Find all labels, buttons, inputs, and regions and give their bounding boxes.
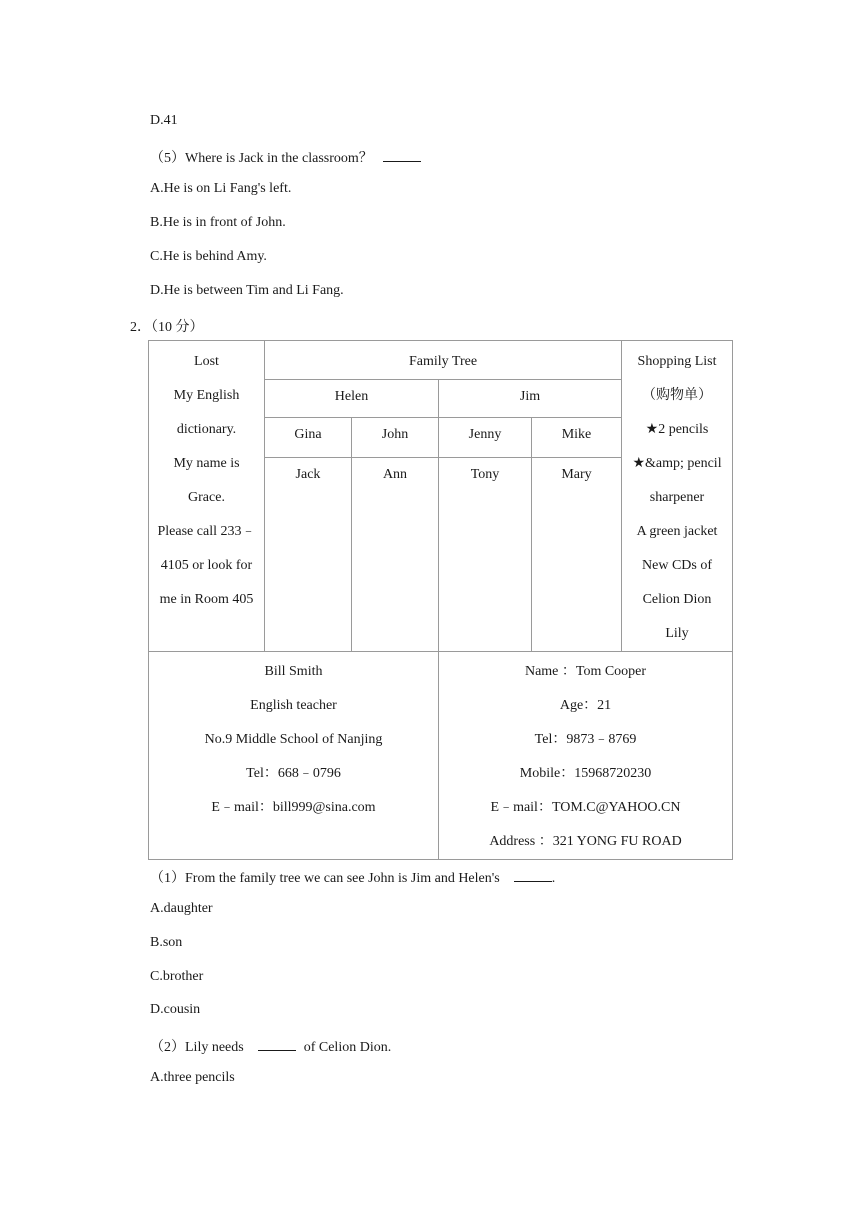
q5-option-b: B.He is in front of John. (150, 215, 286, 230)
card-line: E﹣mail：TOM.C@YAHOO.CN (490, 800, 681, 815)
q5-option-a: A.He is on Li Fang's left. (150, 181, 292, 196)
lost-line: Please call 233﹣ (157, 524, 256, 539)
child-john: John (352, 418, 439, 457)
lost-line: dictionary. (176, 422, 237, 437)
sub1-option-b: B.son (150, 935, 183, 950)
sub1-option-c: C.brother (150, 969, 204, 984)
shopping-line: sharpener (649, 490, 705, 505)
card-line: Age：21 (559, 698, 612, 713)
q2-header: 2．（10 分） (130, 320, 204, 335)
grandchild-mary: Mary (532, 457, 622, 651)
shopping-line: ★&amp; pencil (632, 456, 722, 471)
shopping-line: （购物单） (642, 388, 713, 403)
option-d-prev: D.41 (150, 113, 178, 128)
card-line: English teacher (250, 698, 337, 713)
family-tree-title: Family Tree (265, 341, 622, 380)
card-line: No.9 Middle School of Nanjing (204, 732, 383, 747)
business-card-bill (149, 652, 439, 860)
sub2-stem-post: of Celion Dion. (303, 1040, 392, 1055)
sub2-stem (150, 1036, 391, 1056)
q5-stem (150, 147, 421, 167)
sub1-option-d: D.cousin (150, 1002, 201, 1017)
sub2-option-a: A.three pencils (150, 1070, 235, 1085)
sub2-stem-pre: （2）Lily needs (150, 1040, 244, 1055)
card-line: Name ：Tom Cooper (524, 664, 647, 679)
card-line: Tel：668﹣0796 (246, 766, 341, 781)
card-line: Mobile：15968720230 (519, 766, 652, 781)
card-line: Tel：9873﹣8769 (534, 732, 637, 747)
info-table (148, 340, 733, 860)
lost-line: My English (173, 388, 240, 403)
answer-blank[interactable] (258, 1036, 296, 1051)
lost-line: My name is (173, 456, 240, 471)
shopping-list (622, 341, 733, 652)
shopping-line: A green jacket (636, 524, 718, 539)
shopping-line: ★2 pencils (645, 422, 709, 437)
child-gina: Gina (265, 418, 352, 457)
sub1-option-a: A.daughter (150, 901, 213, 916)
shopping-line: Lily (665, 626, 689, 641)
info-card-tom (439, 652, 733, 860)
grandchild-tony: Tony (439, 457, 532, 651)
lost-line: me in Room 405 (159, 592, 254, 607)
q5-stem-text: （5）Where is Jack in the classroom？ (150, 151, 373, 166)
lost-line: 4105 or look for (160, 558, 253, 573)
parent-helen: Helen (265, 380, 439, 418)
answer-blank[interactable] (383, 147, 421, 162)
shopping-line: New CDs of (642, 558, 713, 573)
sub1-stem (150, 867, 555, 887)
grandchild-ann: Ann (352, 457, 439, 651)
lost-line: Grace. (188, 490, 225, 505)
card-line: Address ：321 YONG FU ROAD (489, 834, 682, 849)
answer-blank[interactable] (514, 867, 552, 882)
shopping-line: Shopping List (637, 354, 717, 369)
q5-option-d: D.He is between Tim and Li Fang. (150, 283, 344, 298)
q5-option-c: C.He is behind Amy. (150, 249, 267, 264)
parent-jim: Jim (439, 380, 622, 418)
card-line: E﹣mail：bill999@sina.com (211, 800, 376, 815)
shopping-line: Celion Dion (642, 592, 712, 607)
lost-line: Lost (194, 354, 219, 369)
child-mike: Mike (532, 418, 622, 457)
lost-notice (149, 341, 265, 652)
child-jenny: Jenny (439, 418, 532, 457)
sub1-stem-text: （1）From the family tree we can see John is Jim and Helen's (150, 871, 500, 886)
grandchild-jack: Jack (265, 457, 352, 651)
sub1-stem-end: . (551, 871, 556, 886)
card-line: Bill Smith (264, 664, 323, 679)
